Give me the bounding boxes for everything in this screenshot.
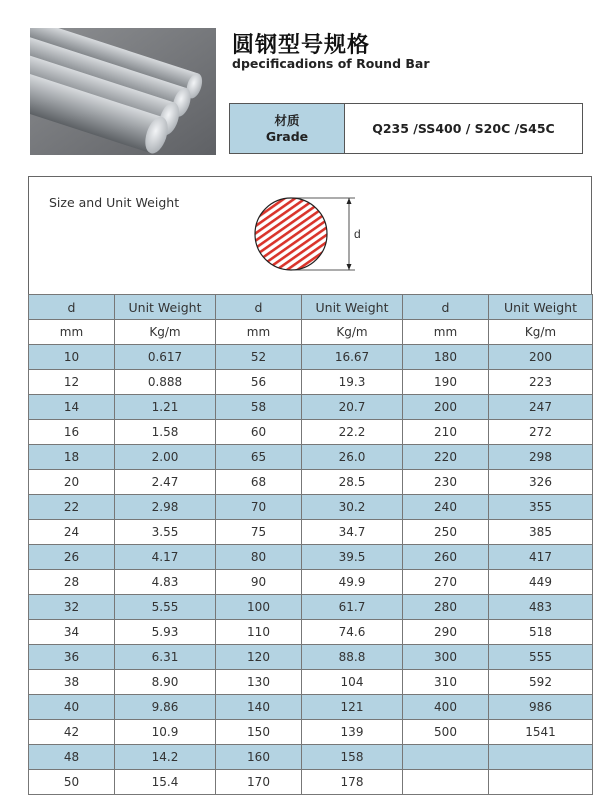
table-cell: mm bbox=[216, 320, 302, 345]
table-cell: Kg/m bbox=[302, 320, 403, 345]
table-cell: 247 bbox=[489, 395, 593, 420]
table-cell: 298 bbox=[489, 445, 593, 470]
table-cell: 58 bbox=[216, 395, 302, 420]
grade-value: Q235 /SS400 / S20C /S45C bbox=[372, 121, 555, 136]
table-cell: 38 bbox=[29, 670, 115, 695]
table-cell: 60 bbox=[216, 420, 302, 445]
table-cell: 290 bbox=[403, 620, 489, 645]
table-cell: 449 bbox=[489, 570, 593, 595]
table-cell: 223 bbox=[489, 370, 593, 395]
table-cell: 19.3 bbox=[302, 370, 403, 395]
table-cell: 272 bbox=[489, 420, 593, 445]
table-cell bbox=[489, 745, 593, 770]
table-row bbox=[29, 470, 593, 495]
table-cell: 230 bbox=[403, 470, 489, 495]
table-cell: 5.93 bbox=[115, 620, 216, 645]
table-cell: 986 bbox=[489, 695, 593, 720]
table-cell: 260 bbox=[403, 545, 489, 570]
table-cell: 270 bbox=[403, 570, 489, 595]
table-cell: 150 bbox=[216, 720, 302, 745]
table-cell: mm bbox=[403, 320, 489, 345]
table-cell: 15.4 bbox=[115, 770, 216, 795]
table-cell: 39.5 bbox=[302, 545, 403, 570]
table-cell: d bbox=[29, 295, 115, 320]
table-cell: 1.21 bbox=[115, 395, 216, 420]
table-cell: 34 bbox=[29, 620, 115, 645]
table-cell: 2.47 bbox=[115, 470, 216, 495]
table-cell: 5.55 bbox=[115, 595, 216, 620]
table-cell: 326 bbox=[489, 470, 593, 495]
table-cell: 48 bbox=[29, 745, 115, 770]
table-row bbox=[29, 495, 593, 520]
table-cell: 1.58 bbox=[115, 420, 216, 445]
table-cell: 28.5 bbox=[302, 470, 403, 495]
table-row bbox=[29, 620, 593, 645]
table-cell: 12 bbox=[29, 370, 115, 395]
table-cell: 121 bbox=[302, 695, 403, 720]
spec-section-label: Size and Unit Weight bbox=[49, 195, 180, 210]
size-weight-table bbox=[28, 294, 593, 795]
grade-label bbox=[230, 104, 345, 153]
table-row bbox=[29, 720, 593, 745]
table-cell: 190 bbox=[403, 370, 489, 395]
table-cell: 50 bbox=[29, 770, 115, 795]
table-row bbox=[29, 420, 593, 445]
table-cell: 178 bbox=[302, 770, 403, 795]
table-cell: Unit Weight bbox=[115, 295, 216, 320]
table-row bbox=[29, 645, 593, 670]
table-cell: 300 bbox=[403, 645, 489, 670]
table-cell: Kg/m bbox=[115, 320, 216, 345]
table-cell: 170 bbox=[216, 770, 302, 795]
table-cell: 518 bbox=[489, 620, 593, 645]
table-cell: 26 bbox=[29, 545, 115, 570]
table-cell: 22.2 bbox=[302, 420, 403, 445]
round-bar-photo bbox=[30, 28, 216, 155]
table-cell: d bbox=[216, 295, 302, 320]
table-cell: 385 bbox=[489, 520, 593, 545]
table-cell: 4.17 bbox=[115, 545, 216, 570]
table-cell: 210 bbox=[403, 420, 489, 445]
table-cell: 22 bbox=[29, 495, 115, 520]
table-cell: 75 bbox=[216, 520, 302, 545]
table-cell: 74.6 bbox=[302, 620, 403, 645]
table-cell bbox=[489, 770, 593, 795]
table-cell: 36 bbox=[29, 645, 115, 670]
table-row bbox=[29, 670, 593, 695]
page-title-chinese: 圆钢型号规格 bbox=[232, 33, 371, 58]
table-cell: 40 bbox=[29, 695, 115, 720]
table-row bbox=[29, 595, 593, 620]
table-cell: 30.2 bbox=[302, 495, 403, 520]
grade-box bbox=[229, 103, 583, 154]
table-cell: 0.888 bbox=[115, 370, 216, 395]
table-cell: 1541 bbox=[489, 720, 593, 745]
table-cell: 2.98 bbox=[115, 495, 216, 520]
table-cell: 61.7 bbox=[302, 595, 403, 620]
table-cell: 160 bbox=[216, 745, 302, 770]
table-cell: 26.0 bbox=[302, 445, 403, 470]
grade-label-chinese: 材质 bbox=[274, 112, 300, 128]
table-cell: 592 bbox=[489, 670, 593, 695]
table-row bbox=[29, 745, 593, 770]
table-cell: 8.90 bbox=[115, 670, 216, 695]
table-cell: 3.55 bbox=[115, 520, 216, 545]
grade-label-english: Grade bbox=[265, 128, 309, 144]
table-cell: Unit Weight bbox=[302, 295, 403, 320]
table-cell: 10 bbox=[29, 345, 115, 370]
table-cell: 16.67 bbox=[302, 345, 403, 370]
table-cell: 158 bbox=[302, 745, 403, 770]
page-title-english: dpecificadions of Round Bar bbox=[232, 56, 430, 71]
table-cell: 500 bbox=[403, 720, 489, 745]
table-cell: 28 bbox=[29, 570, 115, 595]
round-bar-cross-section-diagram bbox=[251, 191, 391, 281]
table-cell: 250 bbox=[403, 520, 489, 545]
table-row bbox=[29, 695, 593, 720]
spec-header bbox=[28, 176, 592, 294]
table-cell: 49.9 bbox=[302, 570, 403, 595]
table-cell: d bbox=[403, 295, 489, 320]
table-cell: 88.8 bbox=[302, 645, 403, 670]
table-cell bbox=[403, 745, 489, 770]
table-cell: 14 bbox=[29, 395, 115, 420]
table-cell: 220 bbox=[403, 445, 489, 470]
table-cell: 16 bbox=[29, 420, 115, 445]
table-header-row bbox=[29, 295, 593, 320]
table-cell: 310 bbox=[403, 670, 489, 695]
table-cell: 240 bbox=[403, 495, 489, 520]
table-cell: 104 bbox=[302, 670, 403, 695]
table-cell: 280 bbox=[403, 595, 489, 620]
table-cell: 68 bbox=[216, 470, 302, 495]
table-cell: 24 bbox=[29, 520, 115, 545]
table-cell: 34.7 bbox=[302, 520, 403, 545]
table-cell: 110 bbox=[216, 620, 302, 645]
table-cell: 52 bbox=[216, 345, 302, 370]
table-cell: 417 bbox=[489, 545, 593, 570]
table-cell: 0.617 bbox=[115, 345, 216, 370]
table-cell: 100 bbox=[216, 595, 302, 620]
table-row bbox=[29, 345, 593, 370]
table-cell: 555 bbox=[489, 645, 593, 670]
table-row bbox=[29, 570, 593, 595]
table-cell: 180 bbox=[403, 345, 489, 370]
table-cell: 20.7 bbox=[302, 395, 403, 420]
table-cell: Unit Weight bbox=[489, 295, 593, 320]
spec-section bbox=[28, 176, 592, 795]
table-cell: 200 bbox=[403, 395, 489, 420]
table-cell: 20 bbox=[29, 470, 115, 495]
table-cell: 10.9 bbox=[115, 720, 216, 745]
table-cell: 65 bbox=[216, 445, 302, 470]
table-row bbox=[29, 395, 593, 420]
table-cell: 2.00 bbox=[115, 445, 216, 470]
table-row bbox=[29, 445, 593, 470]
table-cell: 80 bbox=[216, 545, 302, 570]
table-cell: 130 bbox=[216, 670, 302, 695]
table-row bbox=[29, 545, 593, 570]
table-cell: 70 bbox=[216, 495, 302, 520]
table-cell: 140 bbox=[216, 695, 302, 720]
table-cell: 355 bbox=[489, 495, 593, 520]
table-row bbox=[29, 370, 593, 395]
table-cell: 56 bbox=[216, 370, 302, 395]
table-units-row bbox=[29, 320, 593, 345]
table-cell: 14.2 bbox=[115, 745, 216, 770]
table-cell: 120 bbox=[216, 645, 302, 670]
table-cell: 9.86 bbox=[115, 695, 216, 720]
table-cell: 6.31 bbox=[115, 645, 216, 670]
table-cell: 90 bbox=[216, 570, 302, 595]
table-cell: mm bbox=[29, 320, 115, 345]
table-cell: Kg/m bbox=[489, 320, 593, 345]
table-row bbox=[29, 520, 593, 545]
table-cell: 32 bbox=[29, 595, 115, 620]
diagram-d-label: d bbox=[354, 227, 361, 241]
table-cell: 200 bbox=[489, 345, 593, 370]
table-cell: 483 bbox=[489, 595, 593, 620]
table-cell: 139 bbox=[302, 720, 403, 745]
table-cell: 400 bbox=[403, 695, 489, 720]
table-cell: 18 bbox=[29, 445, 115, 470]
table-cell bbox=[403, 770, 489, 795]
table-cell: 42 bbox=[29, 720, 115, 745]
table-row bbox=[29, 770, 593, 795]
table-cell: 4.83 bbox=[115, 570, 216, 595]
